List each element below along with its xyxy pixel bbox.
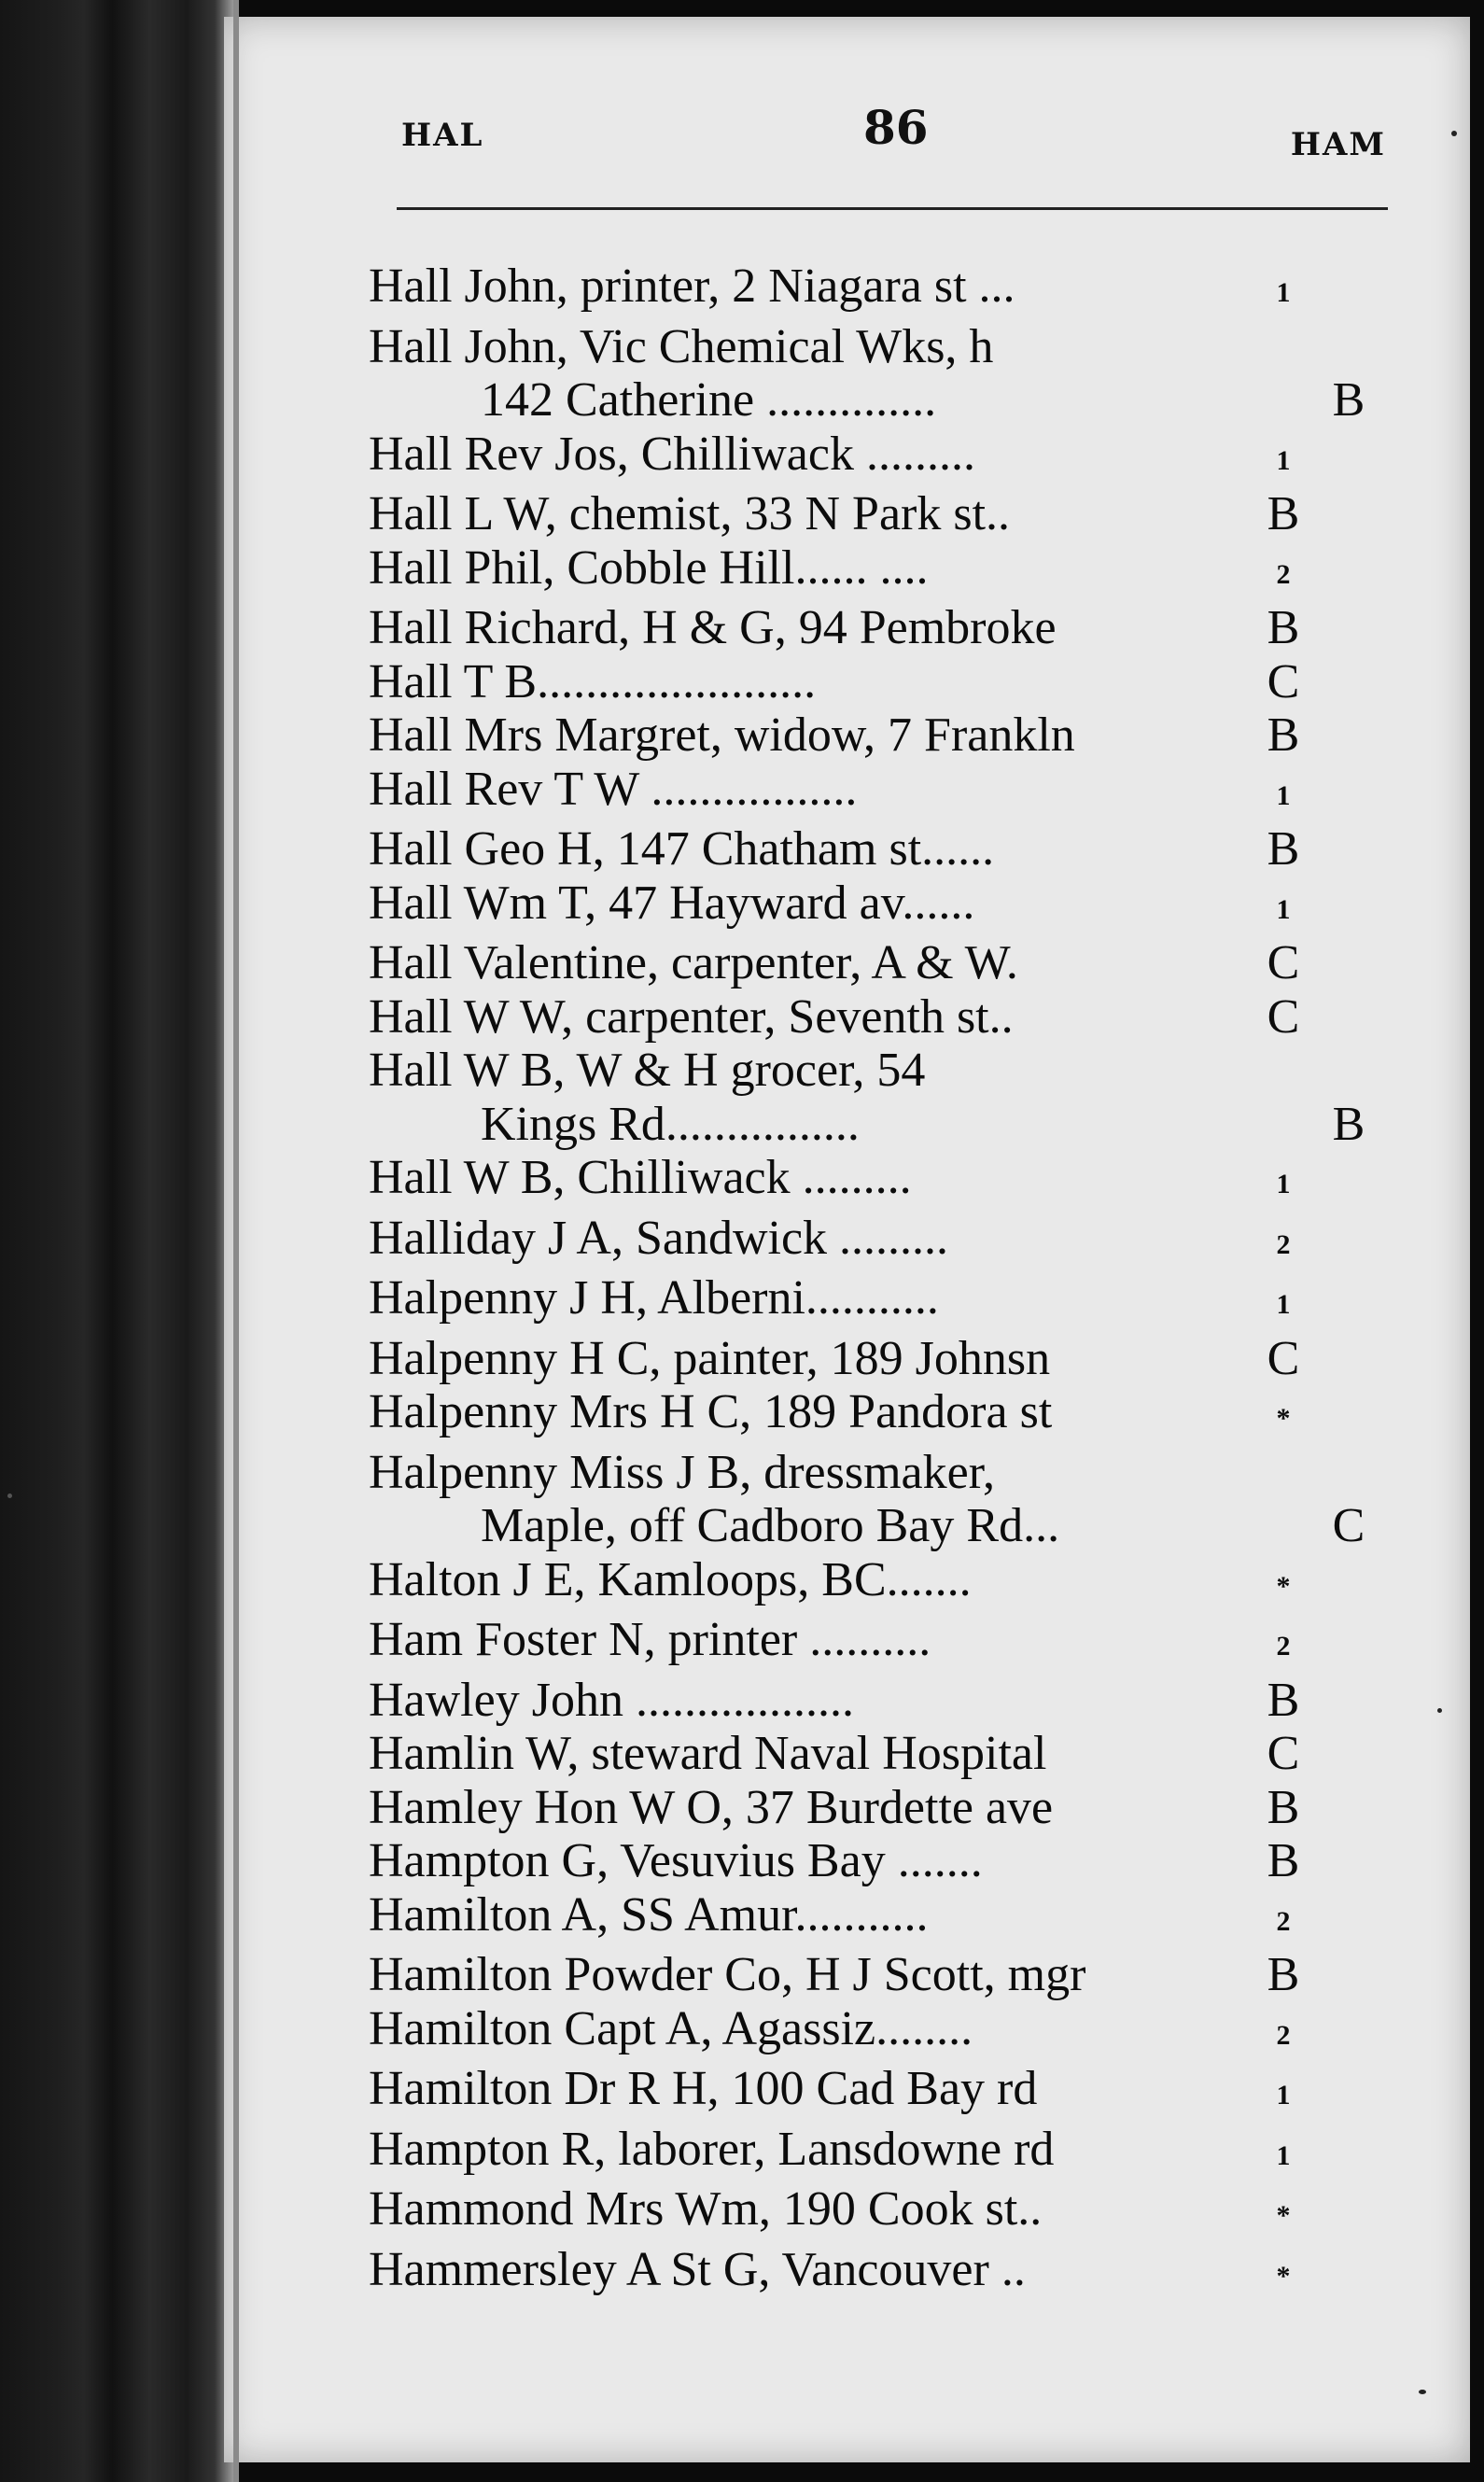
entry-text: Hall Richard, H & G, 94 Pembroke [369, 601, 1057, 654]
directory-entry [369, 601, 1405, 655]
entry-code: B [1332, 1097, 1365, 1151]
entry-text: Hall Rev T W ................. [369, 762, 858, 816]
directory-entry [369, 487, 1405, 541]
entry-code: 2 [1276, 2019, 1291, 2051]
directory-entry [369, 1674, 1405, 1728]
entry-text: Halpenny J H, Alberni........... [369, 1271, 939, 1325]
header-left-guide-word: HAL [401, 117, 484, 154]
entry-text: Hamilton A, SS Amur........... [369, 1887, 929, 1942]
entry-text: Hamley Hon W O, 37 Burdette ave [369, 1780, 1054, 1834]
entry-text: Hall W W, carpenter, Seventh st.. [369, 989, 1014, 1044]
directory-entry [369, 655, 1405, 709]
directory-entry [369, 1446, 1405, 1500]
entry-text: Halton J E, Kamloops, BC....... [369, 1552, 972, 1606]
directory-entry [369, 1948, 1405, 2002]
entry-code: 1 [1276, 893, 1291, 925]
entry-text: Hamilton Capt A, Agassiz........ [369, 2001, 973, 2055]
directory-entry [369, 1332, 1405, 1386]
directory-entries [369, 259, 1405, 2303]
entry-text: Kings Rd................ [481, 1097, 860, 1151]
directory-entry [369, 1271, 1405, 1332]
entry-text: Maple, off Cadboro Bay Rd... [481, 1499, 1060, 1552]
entry-text: Halliday J A, Sandwick ......... [369, 1211, 949, 1265]
directory-entry [369, 320, 1405, 374]
directory-entry [369, 1834, 1405, 1888]
entry-text: Hall Wm T, 47 Hayward av...... [369, 876, 975, 930]
entry-code: B [1267, 601, 1300, 654]
page-header [397, 89, 1386, 163]
entry-code: C [1267, 1331, 1300, 1385]
entry-continuation-line [369, 373, 1405, 428]
entry-code: * [1276, 2200, 1291, 2231]
directory-entry [369, 541, 1405, 602]
entry-code: B [1332, 373, 1365, 427]
directory-entry [369, 1553, 1405, 1614]
directory-entry [369, 2002, 1405, 2063]
entry-text: Hamilton Powder Co, H J Scott, mgr [369, 1948, 1086, 2001]
directory-entry [369, 428, 1405, 488]
directory-entry [369, 1385, 1405, 1446]
page-edge [233, 0, 239, 2482]
directory-entry [369, 1888, 1405, 1949]
header-rule [397, 207, 1388, 210]
entry-text: Hall T B....................... [369, 654, 817, 708]
entry-code: 1 [1276, 2080, 1291, 2110]
entry-code: C [1267, 936, 1300, 989]
directory-entry [369, 259, 1405, 320]
entry-text: Hawley John .................. [369, 1673, 854, 1727]
entry-code: C [1267, 1727, 1300, 1780]
directory-entry [369, 1151, 1405, 1212]
entry-text: Hall Mrs Margret, widow, 7 Frankln [369, 708, 1075, 762]
directory-entry [369, 1781, 1405, 1835]
entry-code: C [1267, 654, 1300, 708]
entry-code: 1 [1276, 1169, 1291, 1199]
entry-text: Hamlin W, steward Naval Hospital [369, 1727, 1047, 1780]
entry-code: * [1276, 1403, 1291, 1434]
entry-code: B [1267, 822, 1300, 876]
entry-continuation-line [369, 1499, 1405, 1553]
directory-entry [369, 1727, 1405, 1781]
entry-text: Halpenny H C, painter, 189 Johnsn [369, 1331, 1051, 1385]
entry-text: Hall W B, W & H grocer, 54 [369, 1044, 926, 1097]
directory-entry [369, 1212, 1405, 1272]
entry-code: 2 [1276, 1631, 1291, 1662]
entry-code: B [1267, 1673, 1300, 1727]
entry-code: B [1267, 1948, 1300, 2001]
entry-code: 1 [1276, 444, 1291, 476]
entry-code: C [1332, 1499, 1365, 1552]
directory-entry [369, 1044, 1405, 1098]
entry-code: B [1267, 487, 1300, 540]
directory-entry [369, 876, 1405, 937]
entry-code: B [1267, 1834, 1300, 1887]
entry-code: 2 [1276, 1228, 1291, 1260]
directory-entry [369, 763, 1405, 823]
entry-text: Hampton G, Vesuvius Bay ....... [369, 1834, 983, 1887]
book-binding [0, 0, 233, 2482]
entry-text: Hall Phil, Cobble Hill...... .... [369, 540, 929, 595]
entry-text: Halpenny Mrs H C, 189 Pandora st [369, 1385, 1053, 1438]
entry-continuation-line [369, 1098, 1405, 1152]
directory-entry [369, 708, 1405, 763]
directory-entry [369, 2243, 1405, 2304]
entry-text: Hammersley A St G, Vancouver .. [369, 2242, 1026, 2296]
directory-entry [369, 936, 1405, 990]
directory-entry [369, 2182, 1405, 2243]
entry-text: Hall W B, Chilliwack ......... [369, 1151, 912, 1204]
entry-code: 1 [1276, 779, 1291, 811]
directory-entry [369, 822, 1405, 876]
entry-text: Halpenny Miss J B, dressmaker, [369, 1445, 995, 1499]
entry-code: B [1267, 708, 1300, 762]
entry-text: Hammond Mrs Wm, 190 Cook st.. [369, 2182, 1043, 2236]
entry-code: 2 [1276, 558, 1291, 590]
entry-text: 142 Catherine .............. [481, 373, 937, 427]
entry-text: Hall Rev Jos, Chilliwack ......... [369, 427, 975, 481]
directory-entry [369, 990, 1405, 1045]
entry-code: * [1276, 2260, 1291, 2292]
page-number: 86 [863, 100, 929, 155]
directory-entry [369, 1613, 1405, 1674]
header-right-guide-word: HAM [1290, 126, 1386, 163]
entry-text: Hall Geo H, 147 Chatham st...... [369, 822, 995, 876]
entry-text: Hall L W, chemist, 33 N Park st.. [369, 487, 1011, 540]
entry-code: 1 [1276, 277, 1291, 308]
entry-code: 1 [1276, 2139, 1291, 2171]
directory-entry [369, 2062, 1405, 2123]
entry-code: B [1267, 1780, 1300, 1834]
entry-text: Hall Valentine, carpenter, A & W. [369, 936, 1018, 989]
entry-code: 2 [1276, 1905, 1291, 1937]
entry-text: Hampton R, laborer, Lansdowne rd [369, 2122, 1055, 2176]
entry-text: Hall John, printer, 2 Niagara st ... [369, 259, 1015, 313]
entry-text: Ham Foster N, printer .......... [369, 1613, 931, 1666]
entry-text: Hamilton Dr R H, 100 Cad Bay rd [369, 2062, 1038, 2115]
directory-entry [369, 2123, 1405, 2183]
entry-code: * [1276, 1570, 1291, 1602]
entry-text: Hall John, Vic Chemical Wks, h [369, 319, 994, 373]
entry-code: 1 [1276, 1289, 1291, 1320]
entry-code: C [1267, 989, 1300, 1044]
